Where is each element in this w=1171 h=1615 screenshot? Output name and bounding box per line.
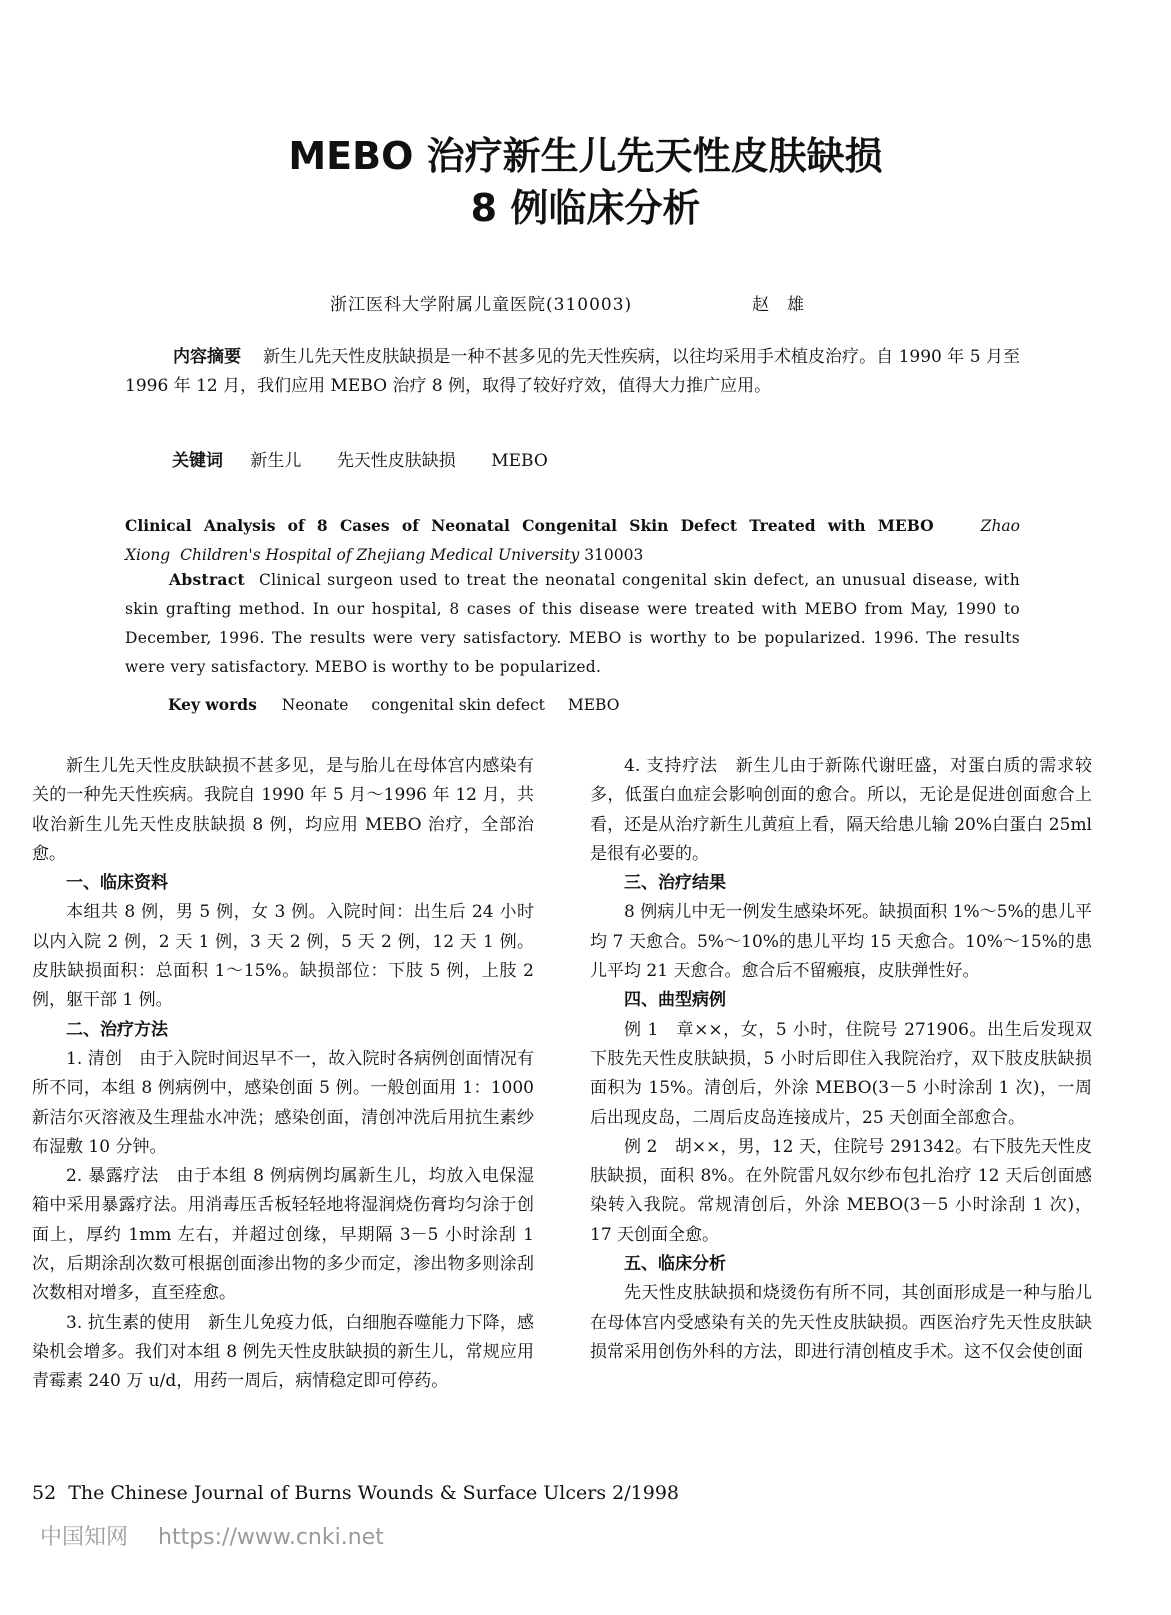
abstract-en — [125, 565, 1020, 682]
keyword-en: Neonate — [281, 696, 349, 714]
abstract-cn — [125, 343, 1020, 401]
section-heading: 四、曲型病例 — [624, 990, 726, 1011]
title-line-1: MEBO 治疗新生儿先天性皮肤缺损 — [288, 134, 883, 178]
intro-paragraph: 新生儿先天性皮肤缺损不甚多见，是与胎儿在母体宫内感染有关的一种先天性疾病。我院自 1990 年 5 月～1996 年 12 月，共收治新生儿先天性皮肤缺损 8 例，均应用 MEBO 治疗，全部治愈。 — [32, 756, 534, 864]
section-heading: 三、治疗结果 — [624, 873, 726, 894]
page-footer — [32, 1482, 679, 1504]
english-author: Zhao Xiong — [125, 517, 1020, 564]
case-paragraph: 例 2 胡××，男，12 天，住院号 291342。右下肢先天性皮肤缺损，面积 8%。在外院雷凡奴尔纱布包扎治疗 12 天后创面感染转入我院。常规清创后，外涂 MEBO(3－5 小时涂刮 1 次)，17 天创面全愈。 — [590, 1136, 1092, 1245]
keyword-cn: MEBO — [491, 451, 548, 471]
english-affiliation: Children's Hospital of Zhejiang Medical University — [180, 546, 580, 564]
abstract-cn-label: 内容摘要 — [173, 347, 242, 367]
keyword-cn: 先天性皮肤缺损 — [336, 451, 456, 471]
keywords-cn-label: 关键词 — [172, 451, 223, 471]
keyword-en: MEBO — [567, 696, 620, 714]
section-paragraph: 8 例病儿中无一例发生感染坏死。缺损面积 1%～5%的患儿平均 7 天愈合。5%～10%的患儿平均 15 天愈合。10%～15%的患儿平均 21 天愈合。愈合后不留瘢痕，皮肤弹性好。 — [590, 902, 1092, 982]
watermark-url: https://www.cnki.net — [158, 1525, 384, 1550]
abstract-cn-text: 新生儿先天性皮肤缺损是一种不甚多见的先天性疾病，以往均采用手术植皮治疗。自 1990 年 5 月至 1996 年 12 月，我们应用 MEBO 治疗 8 例，取得了较好疗效，值得大力推广应用。 — [125, 347, 1021, 396]
section-paragraph: 4. 支持疗法 新生儿由于新陈代谢旺盛，对蛋白质的需求较多，低蛋白血症会影响创面的愈合。所以，无论是促进创面愈合上看，还是从治疗新生儿黄疸上看，隔天给患儿输 20%白蛋白 25ml 是很有必要的。 — [590, 756, 1092, 864]
keywords-en — [168, 690, 637, 720]
section-heading: 一、临床资料 — [66, 873, 168, 894]
watermark-brand: 中国知网 — [40, 1525, 129, 1550]
section-paragraph: 3. 抗生素的使用 新生儿免疫力低，白细胞吞噬能力下降，感染机会增多。我们对本组 8 例先天性皮肤缺损的新生儿，常规应用青霉素 240 万 u/d，用药一周后，病情稳定即可停药。 — [32, 1312, 534, 1392]
section-paragraph: 1. 清创 由于入院时间迟早不一，故入院时各病例创面情况有所不同，本组 8 例病例中，感染创面 5 例。一般创面用 1：1000 新洁尔灭溶液及生理盐水冲洗；感染创面，清创冲洗后用抗生素纱布湿敷 10 分钟。 — [32, 1048, 534, 1157]
english-title: Clinical Analysis of 8 Cases of Neonatal Congenital Skin Defect Treated with MEBO — [125, 516, 934, 535]
affiliation: 浙江医科大学附属儿童医院(310003) — [330, 295, 633, 315]
english-postcode: 310003 — [584, 546, 644, 564]
body-column-right — [590, 752, 1092, 1367]
section-paragraph: 本组共 8 例，男 5 例，女 3 例。入院时间：出生后 24 小时以内入院 2 例，2 天 1 例，3 天 2 例，5 天 2 例，12 天 1 例。皮肤缺损面积：总面积 1～15%。缺损部位：下肢 5 例，上肢 2 例，躯干部 1 例。 — [32, 902, 534, 1011]
section-heading: 五、临床分析 — [624, 1254, 726, 1275]
section-heading: 二、治疗方法 — [66, 1019, 168, 1040]
body-column-left — [32, 752, 534, 1397]
page-number: 52 — [32, 1482, 57, 1504]
abstract-en-label: Abstract — [169, 570, 245, 589]
english-title-block — [125, 511, 1020, 570]
author: 赵雄 — [752, 295, 822, 315]
section-paragraph: 先天性皮肤缺损和烧烫伤有所不同，其创面形成是一种与胎儿在母体宫内受感染有关的先天性皮肤缺损。西医治疗先天性皮肤缺损常采用创伤外科的方法，即进行清创植皮手术。这不仅会使创面 — [590, 1283, 1092, 1362]
watermark — [40, 1520, 384, 1551]
abstract-en-text: Clinical surgeon used to treat the neonatal congenital skin defect, an unusual disease, with skin grafting method. In our hospital, 8 cases of this disease were treated with MEBO from May, 1990 to December, 1996. The results were very satisfactory. MEBO is worthy to be popularized. 1996. The results were very satisfactory. MEBO is worthy to be popularized. — [125, 571, 1020, 676]
title-line-2: 8 例临床分析 — [470, 186, 701, 230]
keywords-en-label: Key words — [168, 695, 257, 714]
case-paragraph: 例 1 章××，女，5 小时，住院号 271906。出生后发现双下肢先天性皮肤缺损，5 小时后即住入我院治疗，双下肢皮肤缺损面积为 15%。清创后，外涂 MEBO(3－5 小时涂刮 1 次)，一周后出现皮岛，二周后皮岛连接成片，25 天创面全部愈合。 — [590, 1019, 1092, 1128]
keyword-cn: 新生儿 — [250, 451, 302, 471]
section-paragraph: 2. 暴露疗法 由于本组 8 例病例均属新生儿，均放入电保湿箱中采用暴露疗法。用消毒压舌板轻轻地将湿润烧伤膏均匀涂于创面上，厚约 1mm 左右，并超过创缘，早期隔 3－5 小时涂刮 1 次，后期涂刮次数可根据创面渗出物的多少而定，渗出物多则涂刮次数相对增多，直至痊愈。 — [32, 1166, 534, 1304]
keyword-en: congenital skin defect — [371, 696, 545, 714]
journal-name: The Chinese Journal of Burns Wounds & Surface Ulcers 2/1998 — [68, 1482, 679, 1504]
keywords-cn — [172, 447, 578, 476]
